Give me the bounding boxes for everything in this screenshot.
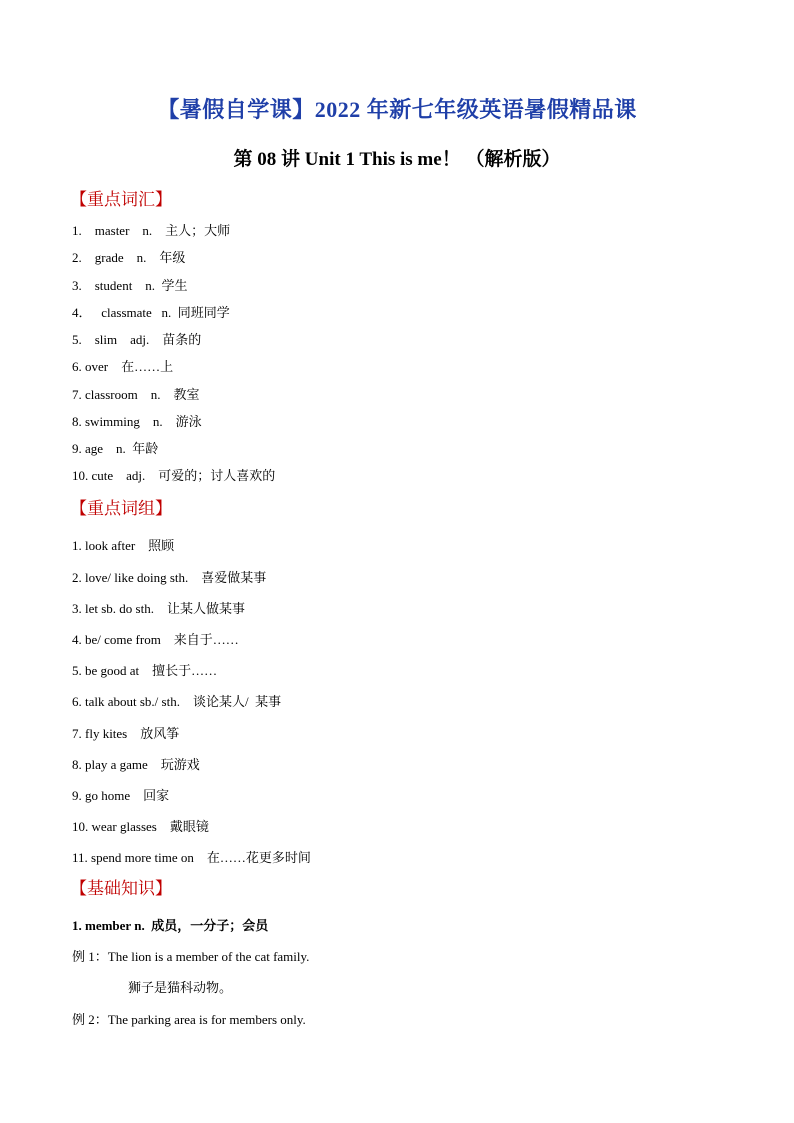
example-sentence: 例 2：The parking area is for members only. <box>72 1012 306 1027</box>
vocab-item: 7. classroom n. 教室 <box>72 387 200 402</box>
vocab-item: 3. student n. 学生 <box>72 278 188 293</box>
vocab-item: 4． classmate n. 同班同学 <box>72 305 230 320</box>
phrase-item: 2. love/ like doing sth. 喜爱做某事 <box>72 570 267 585</box>
phrase-item: 4. be/ come from 来自于…… <box>72 632 239 647</box>
document-title: 【暑假自学课】2022 年新七年级英语暑假精品课 <box>157 97 637 122</box>
phrase-item: 10. wear glasses 戴眼镜 <box>72 819 209 834</box>
phrase-item: 11. spend more time on 在……花更多时间 <box>72 850 311 865</box>
vocab-item: 5. slim adj. 苗条的 <box>72 332 202 347</box>
phrase-item: 5. be good at 擅长于…… <box>72 663 218 678</box>
vocab-item: 9. age n. 年龄 <box>72 441 159 456</box>
example-translation: 狮子是猫科动物。 <box>128 980 233 995</box>
phrase-item: 3. let sb. do sth. 让某人做某事 <box>72 601 245 616</box>
example-sentence: 例 1：The lion is a member of the cat family. <box>72 949 310 964</box>
phrase-item: 8. play a game 玩游戏 <box>72 757 200 772</box>
vocab-item: 8. swimming n. 游泳 <box>72 414 202 429</box>
vocab-item: 1. master n. 主人；大师 <box>72 223 231 238</box>
section-heading-basics: 【基础知识】 <box>70 879 172 898</box>
phrase-item: 1. look after 照顾 <box>72 538 175 553</box>
document-subtitle: 第 08 讲 Unit 1 This is me！ （解析版） <box>233 149 561 170</box>
vocab-item: 2. grade n. 年级 <box>72 250 186 265</box>
phrase-item: 9. go home 回家 <box>72 788 170 803</box>
vocab-item: 10. cute adj. 可爱的；讨人喜欢的 <box>72 468 276 483</box>
section-heading-vocab: 【重点词汇】 <box>70 190 172 209</box>
section-heading-phrases: 【重点词组】 <box>70 499 172 518</box>
phrase-item: 6. talk about sb./ sth. 谈论某人/ 某事 <box>72 694 282 709</box>
vocab-item: 6. over 在……上 <box>72 359 174 374</box>
basic-item-member: 1. member n. 成员，一分子；会员 <box>72 918 269 933</box>
phrase-item: 7. fly kites 放风筝 <box>72 726 180 741</box>
